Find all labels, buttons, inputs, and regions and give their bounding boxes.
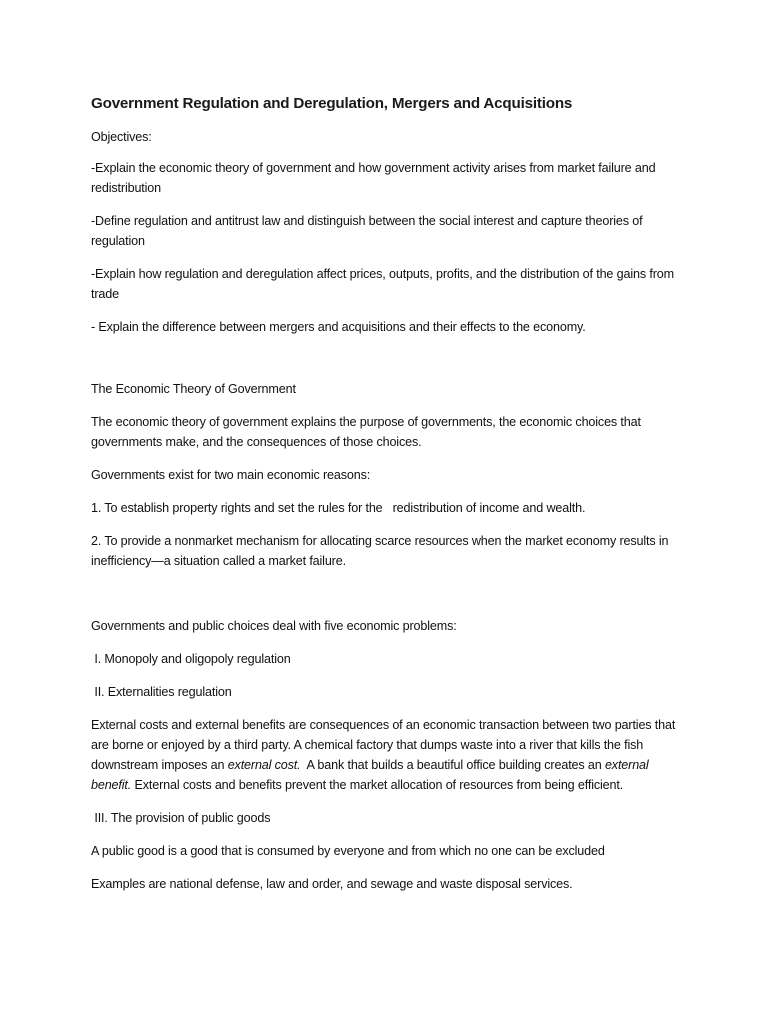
objective-item: -Explain the economic theory of government and how government activity arises from market failure and redistribution: [91, 161, 656, 195]
reason-item: 1. To establish property rights and set the rules for the redistribution of income and wealth.: [91, 501, 586, 515]
problems-intro: Governments and public choices deal with five economic problems:: [91, 619, 457, 633]
externalities-text: A bank that builds a beautiful office building creates an: [300, 758, 605, 772]
problem-item: I. Monopoly and oligopoly regulation: [91, 652, 291, 666]
objective-item: -Explain how regulation and deregulation affect prices, outputs, profits, and the distribution of the gains from trade: [91, 267, 674, 301]
reason-item: 2. To provide a nonmarket mechanism for allocating scarce resources when the market economy results in inefficiency—a situation called a market failure.: [91, 534, 669, 568]
section-heading: The Economic Theory of Government: [91, 382, 296, 396]
objective-item: - Explain the difference between mergers and acquisitions and their effects to the economy.: [91, 320, 586, 334]
objective-item: -Define regulation and antitrust law and distinguish between the social interest and capture theories of regulation: [91, 214, 643, 248]
objectives-label: Objectives:: [91, 130, 152, 144]
document-title: Government Regulation and Deregulation, Mergers and Acquisitions: [91, 95, 573, 112]
externalities-text: External costs and external benefits are consequences of an economic transaction between two parties that are borne or enjoyed by a third party. A chemical factory that dumps waste into a river that kills the fish downstream imposes an: [91, 718, 676, 772]
problem-item: III. The provision of public goods: [91, 811, 271, 825]
externalities-text: External costs and benefits prevent the market allocation of resources from being efficient.: [131, 778, 624, 792]
reasons-intro: Governments exist for two main economic reasons:: [91, 468, 371, 482]
intro-paragraph: The economic theory of government explains the purpose of governments, the economic choices that governments make, and the consequences of those choices.: [91, 415, 641, 449]
external-cost-term: external cost.: [227, 758, 301, 772]
public-good-definition: A public good is a good that is consumed by everyone and from which no one can be excluded: [91, 844, 605, 858]
externalities-paragraph: [91, 715, 676, 795]
public-good-examples: Examples are national defense, law and order, and sewage and waste disposal services.: [91, 877, 573, 891]
external-benefit-term: external benefit.: [91, 758, 649, 792]
problem-item: II. Externalities regulation: [91, 685, 232, 699]
